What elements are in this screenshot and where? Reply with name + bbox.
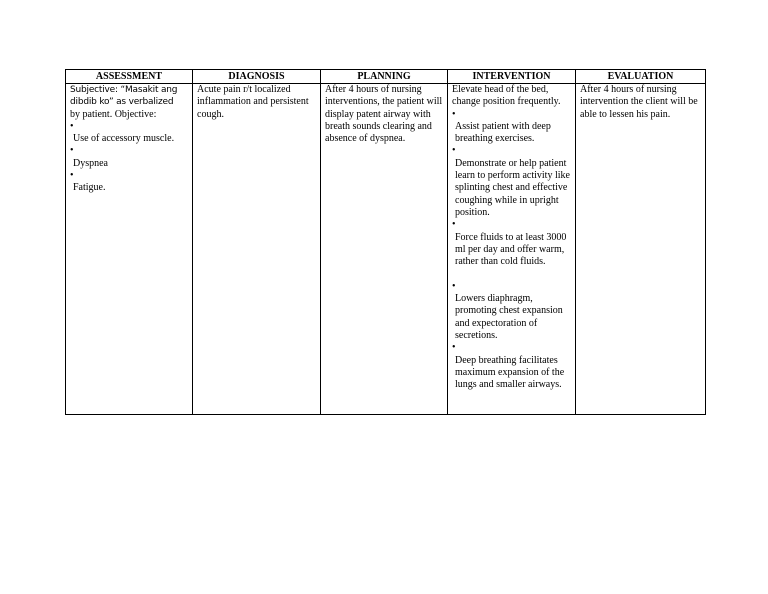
planning-text: After 4 hours of nursing interventions, the patient will display patent airway with breath sounds clearing and absence of dyspnea. bbox=[325, 84, 443, 145]
objective-item: Dyspnea bbox=[73, 157, 108, 169]
header-planning: PLANNING bbox=[321, 70, 448, 84]
header-diagnosis: DIAGNOSIS bbox=[193, 70, 321, 84]
bullet: • bbox=[452, 219, 456, 231]
nursing-care-plan-table bbox=[65, 69, 706, 415]
bullet: • bbox=[452, 342, 456, 354]
evaluation-cell bbox=[576, 84, 706, 415]
content-row bbox=[66, 84, 706, 415]
objective-item: Fatigue. bbox=[73, 182, 106, 194]
subjective-line-1: Subjective: “Masakit ang bbox=[70, 85, 178, 95]
header-assessment: ASSESSMENT bbox=[66, 70, 193, 84]
bullet: • bbox=[452, 145, 456, 157]
intervention-first: Elevate head of the bed, change position frequently. bbox=[452, 84, 561, 108]
diagnosis-cell bbox=[193, 84, 321, 415]
assessment-cell bbox=[66, 84, 193, 415]
intervention-item: Assist patient with deep breathing exercises. bbox=[455, 120, 551, 145]
objective-item: Use of accessory muscle. bbox=[73, 133, 175, 145]
bullet: • bbox=[70, 145, 74, 157]
subjective-line-2: dibdib ko” as verbalized bbox=[70, 97, 174, 108]
header-intervention: INTERVENTION bbox=[448, 70, 576, 84]
diagnosis-text: Acute pain r/t localized inflammation and persistent cough. bbox=[197, 84, 309, 120]
planning-cell bbox=[321, 84, 448, 415]
spacer bbox=[452, 268, 571, 280]
rationale-item: Lowers diaphragm, promoting chest expansion and expectoration of secretions. bbox=[455, 293, 563, 341]
bullet: • bbox=[70, 170, 74, 182]
bullet: • bbox=[452, 108, 456, 120]
intervention-item: Demonstrate or help patient learn to perform activity like splinting chest and effective coughing while in upright position. bbox=[455, 157, 570, 218]
rationale-item: Deep breathing facilitates maximum expansion of the lungs and smaller airways. bbox=[455, 354, 565, 391]
by-patient-objective: by patient. Objective: bbox=[70, 108, 157, 120]
evaluation-text: After 4 hours of nursing intervention the client will be able to lessen his pain. bbox=[580, 84, 698, 120]
header-evaluation: EVALUATION bbox=[576, 70, 706, 84]
header-row bbox=[66, 70, 706, 84]
intervention-item: Force fluids to at least 3000 ml per day and offer warm, rather than cold fluids. bbox=[455, 231, 567, 268]
bullet: • bbox=[452, 280, 456, 292]
intervention-cell bbox=[448, 84, 576, 415]
bullet: • bbox=[70, 120, 74, 132]
